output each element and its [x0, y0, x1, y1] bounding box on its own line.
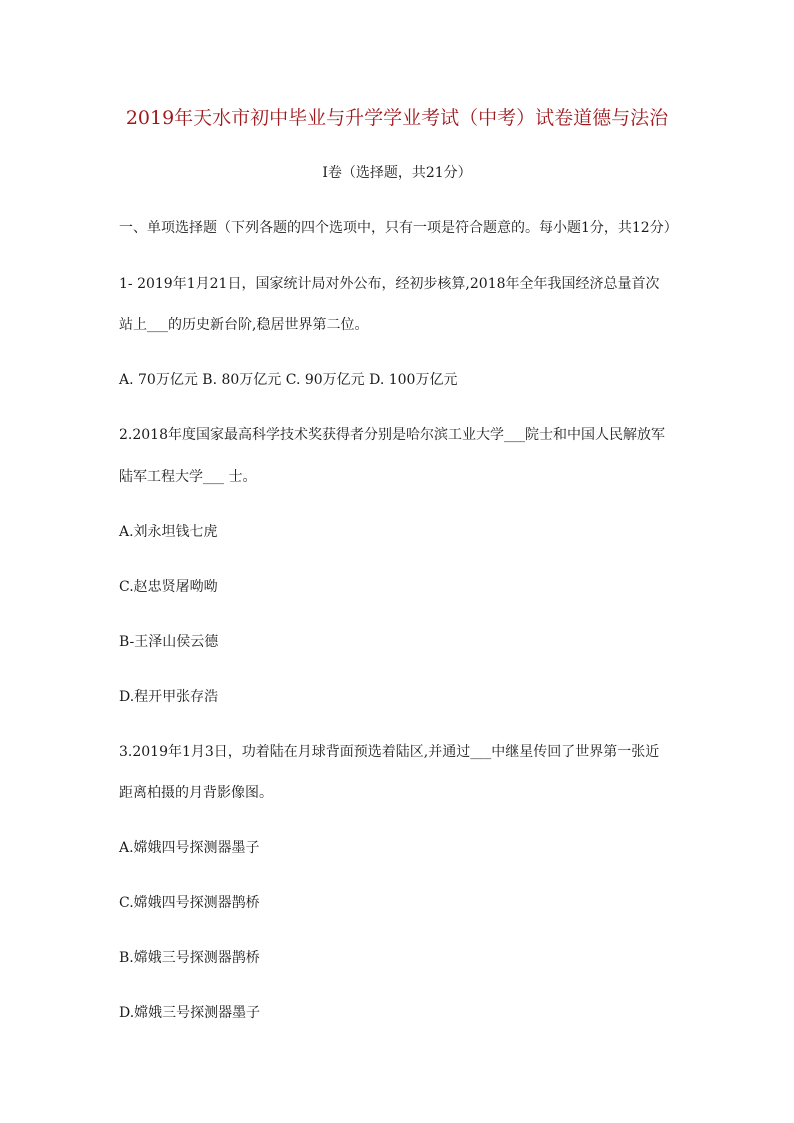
- question-3-option-d: D.嫦娥三号探测器墨子: [119, 1005, 261, 1021]
- question-2-option-c: C.赵忠贤屠呦呦: [119, 579, 218, 595]
- question-3-line-2: 距离柏摄的月背影像图。: [119, 785, 273, 801]
- question-3-line-1: 3.2019年1月3日，功着陆在月球背面预选着陆区,并通过___中继星传回了世界第一张近: [119, 744, 660, 760]
- question-1-line-1: 1- 2019年1月21日，国家统计局对外公布，经初步核算,2018年全年我国经济总量首次: [119, 276, 660, 292]
- question-2-line-2: 陆军工程大学___ 士。: [119, 469, 257, 485]
- question-1-options: A. 70万亿元 B. 80万亿元 C. 90万亿元 D. 100万亿元: [119, 372, 458, 388]
- question-2-option-a: A.刘永坦钱七虎: [119, 524, 218, 540]
- question-3-option-a: A.嫦娥四号探测器墨子: [119, 840, 260, 856]
- question-3-option-b: B.嫦娥三号探测器鹊桥: [119, 950, 260, 966]
- exam-title: 2019年天水市初中毕业与升学学业考试（中考）试卷道德与法治: [125, 107, 669, 129]
- question-1-line-2: 站上___的历史新台阶,稳居世界第二位。: [119, 317, 369, 333]
- question-3-option-c: C.嫦娥四号探测器鹊桥: [119, 895, 260, 911]
- question-2-line-1: 2.2018年度国家最高科学技术奖获得者分别是哈尔滨工业大学___院士和中国人民解放军: [119, 427, 665, 443]
- question-2-option-d: D.程开甲张存浩: [119, 689, 219, 705]
- section-heading: 一、单项选择题（下列各题的四个选项中，只有一项是符合题意的。每小题1分，共12分）: [119, 220, 678, 236]
- section-subtitle: I卷（选择题，共21分）: [322, 165, 472, 181]
- question-2-option-b: B-王泽山侯云德: [119, 634, 219, 650]
